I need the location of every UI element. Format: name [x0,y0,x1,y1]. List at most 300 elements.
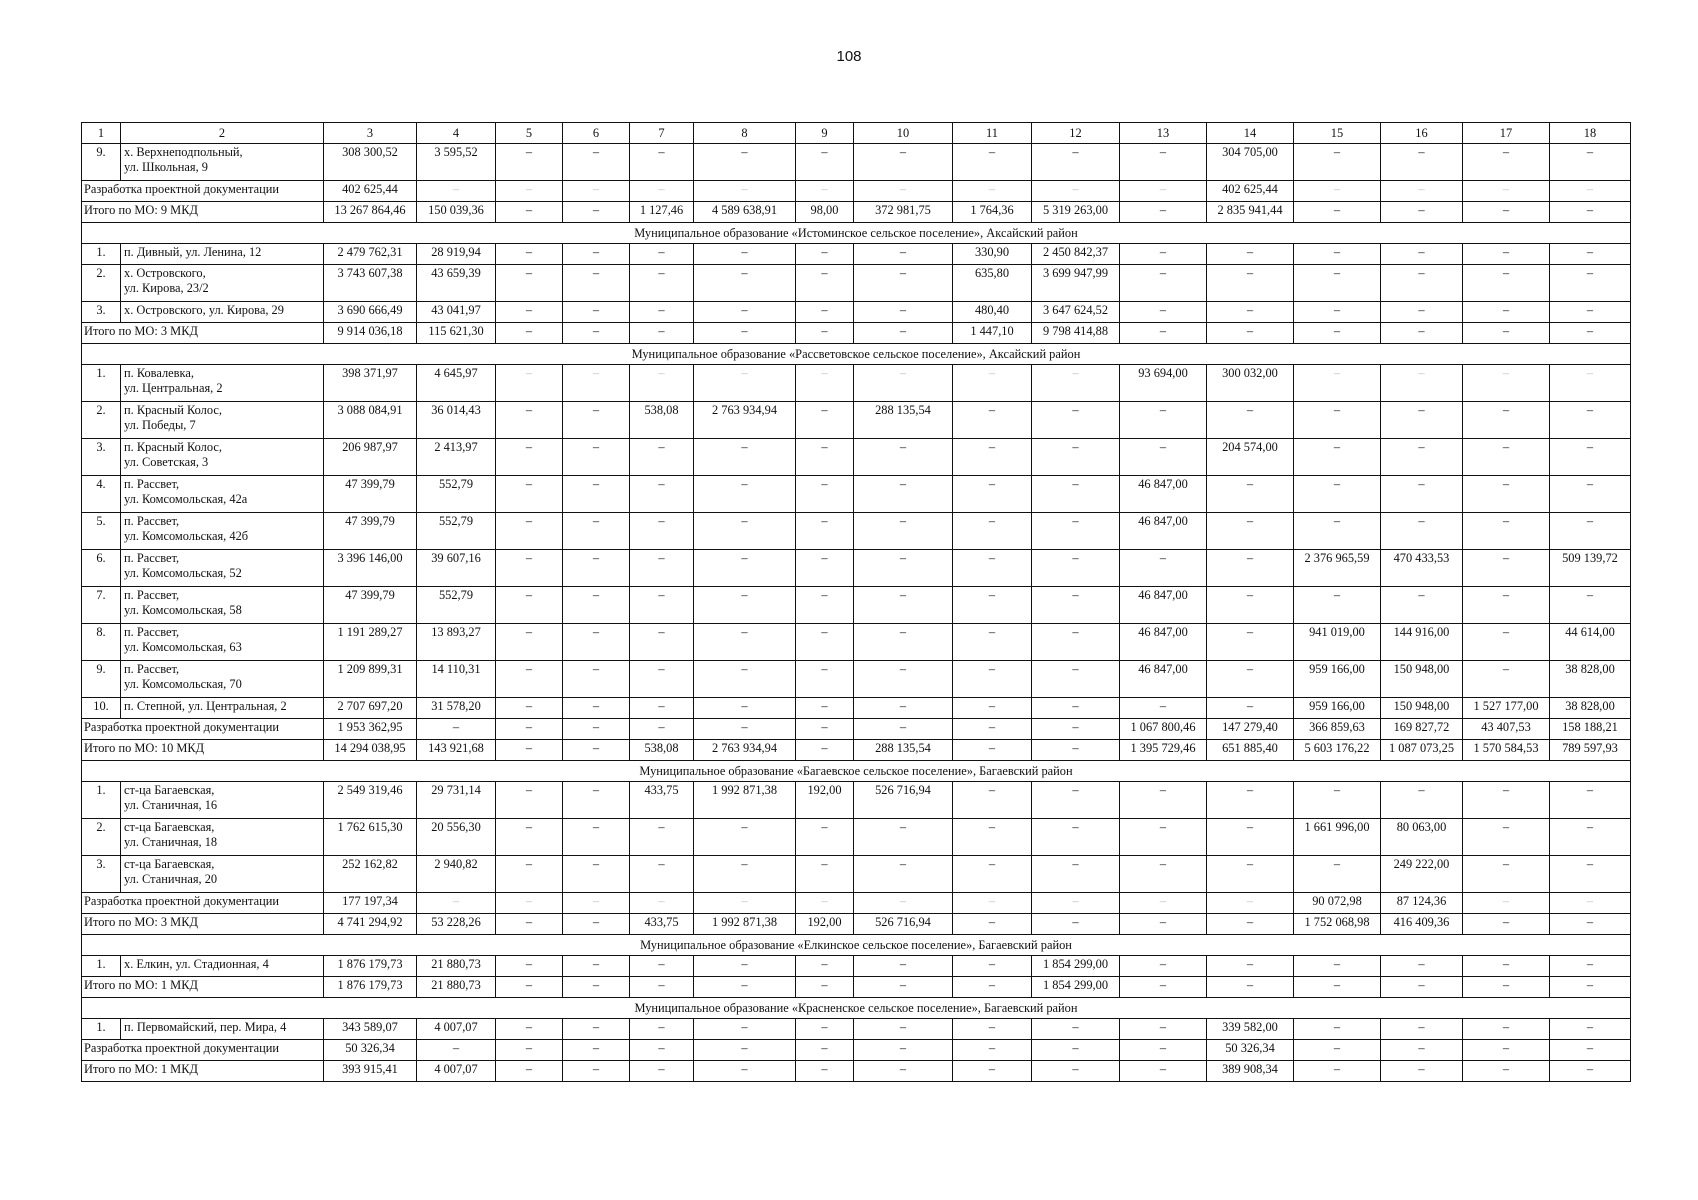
table-cell: – [417,893,496,914]
table-cell: 959 166,00 [1294,698,1381,719]
table-cell: – [496,402,563,439]
table-cell: – [1120,265,1207,302]
table-cell: – [953,365,1032,402]
table-cell: 47 399,79 [324,476,417,513]
table-cell: – [1550,513,1631,550]
table-cell: 304 705,00 [1207,144,1294,181]
page-number: 108 [836,48,862,65]
table-cell: – [854,513,953,550]
table-cell: – [953,698,1032,719]
table-cell: 509 139,72 [1550,550,1631,587]
table-cell: 252 162,82 [324,856,417,893]
table-cell: – [694,977,796,998]
table-cell: – [1120,1040,1207,1061]
table-cell: 1 764,36 [953,202,1032,223]
table-row [82,439,1631,476]
table-cell: – [1463,265,1550,302]
table-cell: – [1120,856,1207,893]
table-cell: 150 948,00 [1381,661,1463,698]
table-cell: – [1463,302,1550,323]
table-cell: 526 716,94 [854,914,953,935]
table-cell: – [1550,856,1631,893]
total-row [82,977,1631,998]
table-cell: 46 847,00 [1120,476,1207,513]
table-cell: – [496,1061,563,1082]
table-cell: – [1550,323,1631,344]
table-cell: – [563,719,630,740]
column-header: 10 [854,123,953,144]
table-cell: – [1032,698,1120,719]
table-cell: – [1032,893,1120,914]
table-cell: – [796,1040,854,1061]
table-cell: 147 279,40 [1207,719,1294,740]
table-cell: 9 798 414,88 [1032,323,1120,344]
table-cell: – [1550,365,1631,402]
table-cell: – [1550,1040,1631,1061]
row-label: Итого по МО: 3 МКД [82,914,324,935]
table-cell: – [854,661,953,698]
table-cell: – [953,977,1032,998]
table-cell: – [1032,856,1120,893]
table-cell: – [630,365,694,402]
table-cell: – [1207,550,1294,587]
table-cell: – [953,624,1032,661]
table-cell: – [694,265,796,302]
table-cell: – [1381,476,1463,513]
table-cell: – [496,513,563,550]
table-cell: 3 595,52 [417,144,496,181]
table-cell: 1 127,46 [630,202,694,223]
row-number: 2. [82,265,121,302]
table-cell: – [1550,782,1631,819]
table-cell: 206 987,97 [324,439,417,476]
table-cell: – [563,587,630,624]
table-cell: 13 267 864,46 [324,202,417,223]
table-cell: – [1463,782,1550,819]
table-cell: – [854,144,953,181]
table-cell: – [854,265,953,302]
total-row [82,740,1631,761]
table-cell: – [1550,181,1631,202]
table-cell: – [1294,265,1381,302]
row-number: 3. [82,439,121,476]
table-row [82,624,1631,661]
table-cell: – [1294,1019,1381,1040]
row-number: 4. [82,476,121,513]
table-cell: – [496,698,563,719]
table-cell: – [1207,914,1294,935]
table-cell: – [563,1040,630,1061]
table-cell: – [496,244,563,265]
row-address: п. Красный Колос, ул. Советская, 3 [121,439,324,476]
table-cell: – [1381,323,1463,344]
table-cell: – [496,782,563,819]
table-cell: 1 992 871,38 [694,782,796,819]
section-title: Муниципальное образование «Елкинское сельское поселение», Багаевский район [82,935,1631,956]
row-number: 5. [82,513,121,550]
table-cell: – [694,476,796,513]
table-row [82,476,1631,513]
table-cell: – [563,365,630,402]
table-cell: 43 407,53 [1463,719,1550,740]
table-cell: – [1032,144,1120,181]
row-label: Разработка проектной документации [82,719,324,740]
table-cell: – [1032,1040,1120,1061]
row-address: х. Островского, ул. Кирова, 29 [121,302,324,323]
table-cell: 2 479 762,31 [324,244,417,265]
table-cell: 1 570 584,53 [1463,740,1550,761]
header-row [82,123,1631,144]
row-number: 2. [82,402,121,439]
table-cell: 393 915,41 [324,1061,417,1082]
table-cell: – [796,856,854,893]
table-cell: – [1463,439,1550,476]
table-row [82,302,1631,323]
table-cell: – [1381,587,1463,624]
table-cell: – [496,365,563,402]
table-cell: – [496,439,563,476]
row-address: п. Рассвет, ул. Комсомольская, 63 [121,624,324,661]
row-number: 1. [82,365,121,402]
table-row [82,1019,1631,1040]
table-cell: – [694,181,796,202]
table-cell: – [953,439,1032,476]
table-cell: – [630,513,694,550]
table-cell: – [563,265,630,302]
table-cell: – [1294,1040,1381,1061]
column-header: 5 [496,123,563,144]
table-cell: 4 645,97 [417,365,496,402]
table-cell: 789 597,93 [1550,740,1631,761]
table-cell: – [953,956,1032,977]
row-address: п. Рассвет, ул. Комсомольская, 42б [121,513,324,550]
table-cell: – [1550,439,1631,476]
table-cell: – [563,302,630,323]
table-cell: – [563,856,630,893]
table-row [82,782,1631,819]
table-cell: 2 835 941,44 [1207,202,1294,223]
section-row [82,935,1631,956]
table-cell: – [1032,1061,1120,1082]
table-cell: – [694,144,796,181]
table-cell: – [953,402,1032,439]
table-row [82,698,1631,719]
table-cell: – [1463,402,1550,439]
table-cell: – [630,956,694,977]
table-cell: 3 743 607,38 [324,265,417,302]
table-cell: 635,80 [953,265,1032,302]
table-cell: 433,75 [630,914,694,935]
table-cell: 93 694,00 [1120,365,1207,402]
table-cell: – [496,302,563,323]
table-row [82,402,1631,439]
table-cell: – [854,624,953,661]
table-cell: 480,40 [953,302,1032,323]
table-cell: – [694,1061,796,1082]
row-address: ст-ца Багаевская, ул. Станичная, 20 [121,856,324,893]
table-cell: – [1463,914,1550,935]
table-cell: – [694,550,796,587]
table-cell: 402 625,44 [1207,181,1294,202]
table-cell: – [854,977,953,998]
table-cell: – [854,893,953,914]
table-cell: – [694,323,796,344]
table-cell: 46 847,00 [1120,513,1207,550]
table-cell: 416 409,36 [1381,914,1463,935]
table-cell: – [953,856,1032,893]
table-cell: – [1207,893,1294,914]
column-header: 16 [1381,123,1463,144]
table-cell: 1 209 899,31 [324,661,417,698]
table-cell: 14 294 038,95 [324,740,417,761]
table-cell: 43 659,39 [417,265,496,302]
table-cell: – [1294,323,1381,344]
table-cell: – [854,1040,953,1061]
table-cell: – [563,977,630,998]
table-cell: – [1120,202,1207,223]
table-cell: – [1463,819,1550,856]
table-cell: 2 413,97 [417,439,496,476]
table-cell: – [796,513,854,550]
total-row [82,181,1631,202]
table-cell: – [953,914,1032,935]
table-cell: 31 578,20 [417,698,496,719]
table-cell: – [1463,365,1550,402]
table-cell: – [1381,244,1463,265]
row-address: ст-ца Багаевская, ул. Станичная, 16 [121,782,324,819]
table-cell: – [854,476,953,513]
table-cell: – [1381,439,1463,476]
column-header: 6 [563,123,630,144]
table-cell: – [630,244,694,265]
table-cell: – [496,323,563,344]
table-cell: 3 699 947,99 [1032,265,1120,302]
row-address: п. Ковалевка, ул. Центральная, 2 [121,365,324,402]
table-cell: – [630,624,694,661]
table-cell: – [630,144,694,181]
section-title: Муниципальное образование «Рассветовское сельское поселение», Аксайский район [82,344,1631,365]
table-cell: 538,08 [630,740,694,761]
table-cell: – [694,661,796,698]
table-cell: – [1032,819,1120,856]
table-cell: 44 614,00 [1550,624,1631,661]
table-cell: – [1120,244,1207,265]
table-cell: – [496,624,563,661]
table-row [82,587,1631,624]
table-cell: – [1207,819,1294,856]
table-cell: – [796,661,854,698]
table-cell: – [694,819,796,856]
row-number: 1. [82,782,121,819]
table-cell: – [796,244,854,265]
table-cell: 98,00 [796,202,854,223]
table-cell: – [1207,587,1294,624]
table-cell: 38 828,00 [1550,661,1631,698]
row-number: 9. [82,661,121,698]
column-header: 4 [417,123,496,144]
table-cell: 433,75 [630,782,694,819]
table-cell: – [854,550,953,587]
table-cell: – [563,624,630,661]
table-cell: – [1294,202,1381,223]
table-cell: – [854,587,953,624]
table-cell: – [953,661,1032,698]
table-cell: – [1381,402,1463,439]
row-number: 8. [82,624,121,661]
table-cell: – [1463,476,1550,513]
table-cell: – [1032,782,1120,819]
table-cell: 1 087 073,25 [1381,740,1463,761]
table-cell: 3 690 666,49 [324,302,417,323]
row-label: Итого по МО: 1 МКД [82,977,324,998]
table-cell: – [953,1019,1032,1040]
table-cell: – [796,144,854,181]
table-cell: – [694,587,796,624]
table-cell: – [796,624,854,661]
table-cell: – [1032,402,1120,439]
table-cell: – [1463,956,1550,977]
table-cell: – [563,956,630,977]
table-cell: – [1550,893,1631,914]
total-row [82,893,1631,914]
table-cell: – [563,144,630,181]
table-cell: – [1032,550,1120,587]
table-cell: – [1381,513,1463,550]
table-cell: 36 014,43 [417,402,496,439]
table-cell: – [953,1061,1032,1082]
table-cell: – [496,914,563,935]
table-cell: – [1550,144,1631,181]
table-body [82,123,1631,1082]
table-cell: 330,90 [953,244,1032,265]
table-cell: – [1207,476,1294,513]
section-title: Муниципальное образование «Багаевское сельское поселение», Багаевский район [82,761,1631,782]
row-number: 1. [82,956,121,977]
table-cell: 46 847,00 [1120,661,1207,698]
table-cell: 80 063,00 [1381,819,1463,856]
table-cell: – [496,893,563,914]
table-row [82,661,1631,698]
table-cell: – [1120,302,1207,323]
table-cell: – [1463,1040,1550,1061]
row-label: Итого по МО: 1 МКД [82,1061,324,1082]
table-cell: 1 067 800,46 [1120,719,1207,740]
table-cell: – [563,513,630,550]
table-cell: 47 399,79 [324,513,417,550]
table-cell: – [953,819,1032,856]
budget-table [81,122,1631,1082]
row-address: п. Степной, ул. Центральная, 2 [121,698,324,719]
table-cell: 158 188,21 [1550,719,1631,740]
table-cell: – [1294,956,1381,977]
table-cell: 43 041,97 [417,302,496,323]
column-header: 8 [694,123,796,144]
table-row [82,144,1631,181]
table-cell: 177 197,34 [324,893,417,914]
table-cell: – [1294,1061,1381,1082]
table-cell: – [630,323,694,344]
column-header: 15 [1294,123,1381,144]
column-header: 17 [1463,123,1550,144]
table-cell: – [1120,782,1207,819]
table-cell: – [1120,977,1207,998]
table-cell: – [953,1040,1032,1061]
table-cell: – [1032,661,1120,698]
table-cell: – [630,181,694,202]
section-title: Муниципальное образование «Красненское сельское поселение», Багаевский район [82,998,1631,1019]
table-cell: – [496,476,563,513]
table-cell: 372 981,75 [854,202,953,223]
row-address: п. Рассвет, ул. Комсомольская, 70 [121,661,324,698]
table-cell: 90 072,98 [1294,893,1381,914]
table-cell: 941 019,00 [1294,624,1381,661]
table-cell: – [1294,782,1381,819]
column-header: 7 [630,123,694,144]
row-address: х. Елкин, ул. Стадионная, 4 [121,956,324,977]
table-cell: – [796,265,854,302]
table-cell: – [496,1040,563,1061]
table-cell: – [563,439,630,476]
table-cell: 21 880,73 [417,977,496,998]
table-cell: – [1381,365,1463,402]
table-cell: 192,00 [796,782,854,819]
table-cell: – [953,782,1032,819]
table-cell: 1 953 362,95 [324,719,417,740]
table-cell: 46 847,00 [1120,587,1207,624]
table-row [82,956,1631,977]
column-header: 14 [1207,123,1294,144]
table-cell: – [1381,265,1463,302]
table-cell: – [1463,1061,1550,1082]
total-row [82,914,1631,935]
table-cell: – [1120,893,1207,914]
table-cell: – [854,1019,953,1040]
table-cell: – [694,365,796,402]
table-cell: – [630,698,694,719]
table-cell: 4 007,07 [417,1019,496,1040]
table-cell: – [563,476,630,513]
table-cell: – [694,302,796,323]
table-cell: – [953,719,1032,740]
table-cell: 150 948,00 [1381,698,1463,719]
table-cell: – [1120,402,1207,439]
table-cell: 1 395 729,46 [1120,740,1207,761]
table-cell: 9 914 036,18 [324,323,417,344]
table-row [82,819,1631,856]
table-cell: – [1207,265,1294,302]
table-cell: 2 763 934,94 [694,740,796,761]
table-cell: – [563,914,630,935]
table-cell: – [1550,977,1631,998]
total-row [82,719,1631,740]
table-cell: 1 527 177,00 [1463,698,1550,719]
table-cell: – [1550,956,1631,977]
table-cell: – [1120,914,1207,935]
table-cell: – [854,819,953,856]
table-cell: 13 893,27 [417,624,496,661]
table-cell: – [1120,323,1207,344]
table-cell: – [1032,740,1120,761]
table-cell: 144 916,00 [1381,624,1463,661]
table-cell: – [854,698,953,719]
column-header: 9 [796,123,854,144]
table-cell: – [953,550,1032,587]
column-header: 2 [121,123,324,144]
table-cell: – [1550,476,1631,513]
table-cell: – [1294,244,1381,265]
table-cell: – [1032,587,1120,624]
table-cell: – [1207,624,1294,661]
